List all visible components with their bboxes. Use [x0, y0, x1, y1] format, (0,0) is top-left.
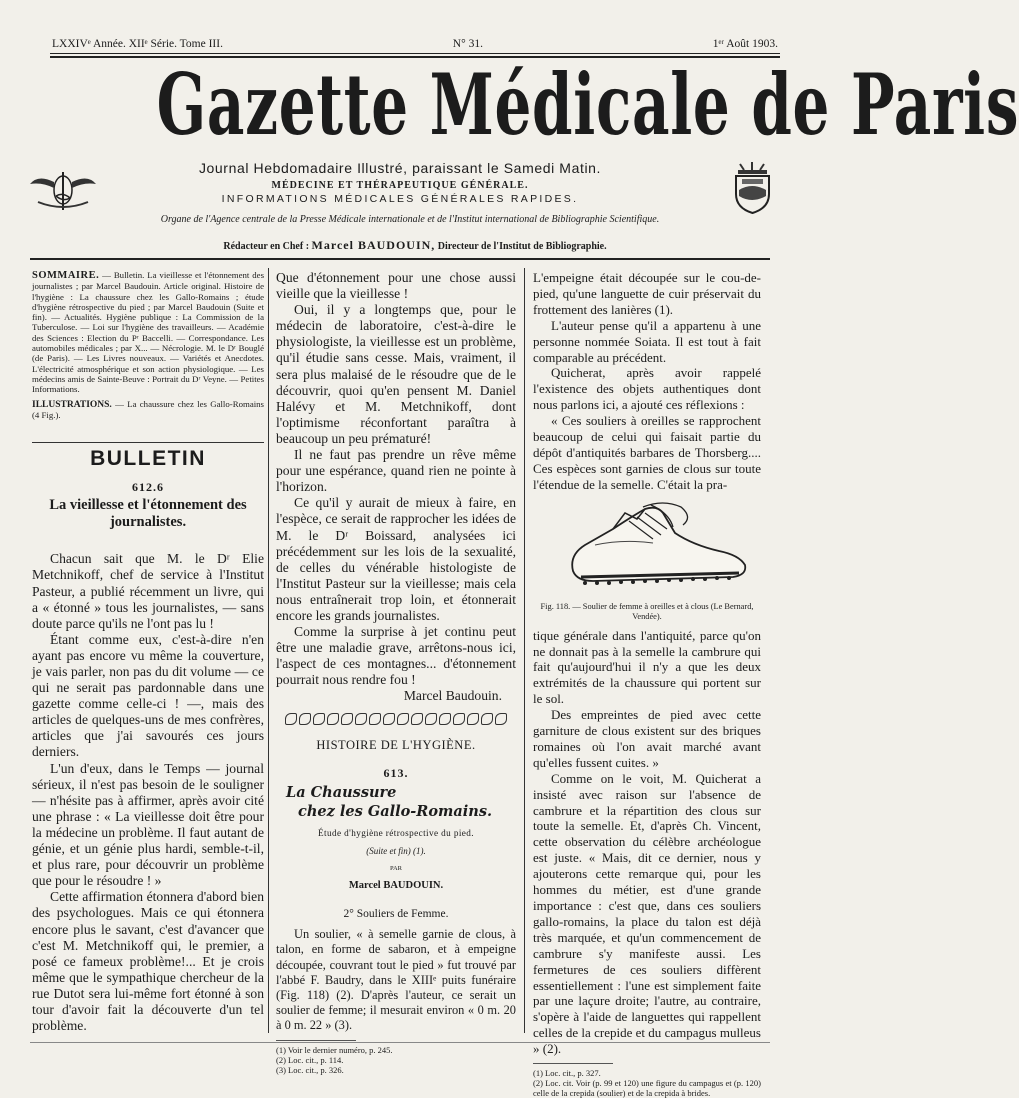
bulletin-heading: BULLETIN: [32, 442, 264, 467]
section-heading: HISTOIRE DE L'HYGIÈNE.: [316, 737, 476, 752]
footnote: (2) Loc. cit., p. 114.: [276, 1054, 344, 1065]
paragraph: Quicherat, après avoir rappelé l'existence des objets authentiques dont nous parlons ici, a ajouté ces réflexions :: [533, 365, 761, 413]
roman-shoe-illustration: [533, 499, 761, 594]
paragraph: Comme on le voit, M. Quicherat a insisté avec raison sur l'absence de cambrure et la répartition des clous sur toute la semelle. Et, d'après Ch. Vincent, cette observation du célèbre archéologue est juste. « Mais, dit ce dernier, nous y ajouterons cette remarque qui, pour les hommes du métier, est d'une grande importance : c'est que, dans ces souliers gallo-romains, la place du talon est déjà très marquée, et qu'un commencement de cambrure s'y manifeste aussi. Les fermetures de ces souliers diffèrent essentiellement : l'une est simplement faite par une laçure droite; l'autre, au contraire, s'opère à l'aide de languettes qui rappellent celles de la crepide et du campagus mulleus » (2).: [533, 770, 761, 1057]
columns-top-rule: [30, 258, 770, 260]
byline-par: PAR: [389, 864, 403, 872]
column-right: [533, 270, 761, 1098]
illustrations-block: [32, 399, 264, 421]
subsection-heading: 2° Souliers de Femme.: [343, 908, 449, 921]
editor-role: Directeur de l'Institut de Bibliographie.: [437, 241, 607, 252]
footnote: (1) Voir le dernier numéro, p. 245.: [276, 1044, 393, 1055]
page-bottom-rule: [30, 1042, 770, 1043]
caduceus-emblem-icon: [28, 168, 98, 213]
signature: Marcel Baudouin.: [403, 688, 502, 704]
paragraph: Étant comme eux, c'est-à-dire n'en ayant pas encore vu même la couverture, je vais parler, non pas du dit volume — ce qui ne serait pas pardonnable dans une gazette comme celle-ci ! —, mais des articles de quelques-uns de mes confrères, articles que j'ai savourés ces jours derniers.: [32, 631, 264, 760]
masthead-subtitle-medicine: MÉDECINE ET THÉRAPEUTIQUE GÉNÉRALE.: [271, 180, 529, 191]
gothic-title-line-2: chez les Gallo-Romains.: [298, 802, 493, 820]
editor-label: Rédacteur en Chef :: [223, 241, 310, 252]
masthead-subtitle: Journal Hebdomadaire Illustré, paraissant le Samedi Matin.: [198, 160, 602, 176]
footnote: (1) Loc. cit., p. 327.: [533, 1068, 601, 1079]
paragraph: Chacun sait que M. le Dʳ Elie Metchnikoff, chef de service à l'Institut Pasteur, a publié récemment un livre, qui a « étonné » tous les journalistes, — sans doute parce qu'ils ne l'ont pas lu !: [32, 551, 264, 631]
footnote: (3) Loc. cit., p. 326.: [276, 1064, 344, 1075]
issue-line: [52, 38, 778, 50]
paragraph: Comme la surprise à jet continu peut être une maladie grave, arrêtons-nous ici, l'aspect de ces montagnes... d'étonnement pourrait nous rendre fou !: [276, 624, 516, 688]
paragraph: Oui, il y a longtemps que, pour le médecin de laboratoire, c'est-à-dire le physiologiste, la vieillesse est un problème, qu'il étudie sans cesse. Mais, vraiment, il sera plus malaisé de le résoudre que de le découvrir, quoi qu'en pensent M. Daniel Halévy et M. Metchnikoff, dont l'optimisme réconfortant paraîtra à beaucoup un peu prématuré!: [276, 302, 516, 446]
organe-line: Organe de l'Agence centrale de la Presse Médicale internationale et de l'Institut international de Bibliographie Scientifique.: [160, 214, 660, 225]
sommaire-block: [32, 270, 264, 395]
sommaire-title: SOMMAIRE.: [32, 270, 100, 281]
illustrations-title: ILLUSTRATIONS.: [32, 399, 112, 410]
editor-name: Marcel BAUDOUIN,: [311, 238, 436, 252]
paragraph: Un soulier, « à semelle garnie de clous, à talon, en forme de sabaron, et à empeigne découpée, couvrant tout le pied » fut trouvé par l'abbé F. Baudry, dans le XIIIᵉ puits funéraire (Fig. 118) (2). D'après l'auteur, ce serait un soulier de femme; il mesurait environ « 0 m. 20 à 0 m. 22 » (3).: [276, 927, 516, 1033]
column-divider-1: [268, 268, 269, 1033]
article-number: 612.6: [132, 480, 164, 495]
paragraph: Des empreintes de pied avec cette garniture de clous existent sur des briques romaines où l'on avait marché avant qu'elles fussent cuites. »: [533, 707, 761, 770]
sommaire-text: — Bulletin. La vieillesse et l'étonnement des journalistes ; par Marcel Baudouin. Article original. Histoire de l'hygiène : La chaussure chez les Gallo-Romains ; étude d'hygiène rétrospective du pied ; par Marcel Baudouin (Suite et fin). — Actualités. Hygiène publique : La Commission de la Tuberculose. — Loi sur l'hygiène des travailleurs. — Académie des Sciences : Election du Pʳ Baccelli. — Correspondance. Les automobiles médicales ; par X... — Nécrologie. M. le Dʳ Bouglé (de Paris). — Les Livres nouveaux. — Variétés et Anecdotes. L'électricité atmosphérique et son action physiologique. — Les médecins amis de Sainte-Beuve : Portrait du Dʳ Veyne. — Petites Informations.: [32, 270, 264, 395]
article-subtitle: Étude d'hygiène rétrospective du pied.: [318, 827, 474, 838]
editor-line: [120, 238, 710, 253]
paragraph: Il ne faut pas prendre un rêve même pour une espérance, quand rien ne pointe à l'horizon.: [276, 447, 516, 495]
paragraph: « Ces souliers à oreilles se rapprochent beaucoup de celui qui faisait partie du dépôt d'antiquités barbares de Thorsberg.... Ces espèces sont garnies de clous sur toute l'étendue de la semelle. C'était la pra-: [533, 413, 761, 492]
issue-date: 1ᵉʳ Août 1903.: [712, 38, 778, 50]
masthead-title: Gazette Médicale de Paris: [156, 55, 1019, 154]
paris-coat-of-arms-icon: [730, 160, 775, 215]
paragraph: tique générale dans l'antiquité, parce qu'on ne donnait pas à la semelle la cambrure qui fait qu'aujourd'hui il n'y a que les deux extrémités de la chaussure qui portent sur le sol.: [533, 627, 761, 707]
column-left: [32, 270, 264, 1034]
illustrations-text: — La chaussure chez les Gallo-Romains (4 Fig.).: [32, 398, 264, 420]
column-divider-2: [524, 268, 525, 1033]
edition-info: LXXIVᵉ Année. XIIᵉ Série. Tome III.: [52, 38, 223, 50]
figure-caption: Fig. 118. — Soulier de femme à oreilles et à clous (Le Bernard, Vendée).: [540, 601, 754, 621]
article-title: La vieillesse et l'étonnement des journalistes.: [49, 497, 247, 531]
footnote: (2) Loc. cit. Voir (p. 99 et 120) une figure du campagus et (p. 120) celle de la crepida (soulier) et de la crepida à brides.: [533, 1078, 761, 1098]
header-rule: [50, 53, 780, 54]
byline-author: Marcel BAUDOUIN.: [348, 880, 444, 891]
article-continuation: (Suite et fin) (1).: [366, 845, 426, 856]
gothic-title-line-1: La Chaussure: [286, 783, 397, 801]
paragraph: L'auteur pense qu'il a appartenu à une personne nommée Soiata. Il est tout à fait comparable au précédent.: [533, 317, 761, 365]
issue-number: N° 31.: [452, 38, 483, 50]
article-number: 613.: [383, 765, 409, 780]
masthead-subtitle-informations: INFORMATIONS MÉDICALES GÉNÉRALES RAPIDES.: [221, 193, 579, 205]
column-middle: [276, 270, 516, 1075]
paragraph: Cette affirmation étonnera d'abord bien des psychologues. Mais ce qui étonnera encore plus le savant, c'est d'avancer que c'est M. Metchnikoff qui, le premier, a posé ce fameux problème!... Et je crois même que le sympathique chercheur de la rue Dutot sera lui-même fort étonné à son tour d'avoir fait la découverte d'un tel problème.: [32, 889, 264, 1034]
ornament-divider: [276, 713, 516, 727]
paragraph: L'empeigne était découpée sur le cou-de-pied, qu'une languette de cuir préservait du frottement des lanières (1).: [533, 270, 761, 317]
paragraph: Que d'étonnement pour une chose aussi vieille que la vieillesse !: [276, 270, 516, 302]
paragraph: L'un d'eux, dans le Temps — journal sérieux, il n'est pas besoin de le souligner — n'hésite pas à affirmer, après avoir cité une phrase : « La vieillesse doit être pour la médecine un problème. Il faut autant de génie, et un génie plus hardi, semble-t-il, et plus rare, pour découvrir un problème que pour le résoudre ! »: [32, 760, 264, 889]
paragraph: Ce qu'il y aurait de mieux à faire, en l'espèce, ce serait de rapprocher les idées de M. le Dʳ Boissard, analysées ici précédemment sur les lois de la sexualité, de celles du vénérable histologiste de l'Institut Pasteur sur la vieillesse; mais cela nous entraînerait trop loin, et étonnerait encore les grands journalistes.: [276, 495, 516, 623]
